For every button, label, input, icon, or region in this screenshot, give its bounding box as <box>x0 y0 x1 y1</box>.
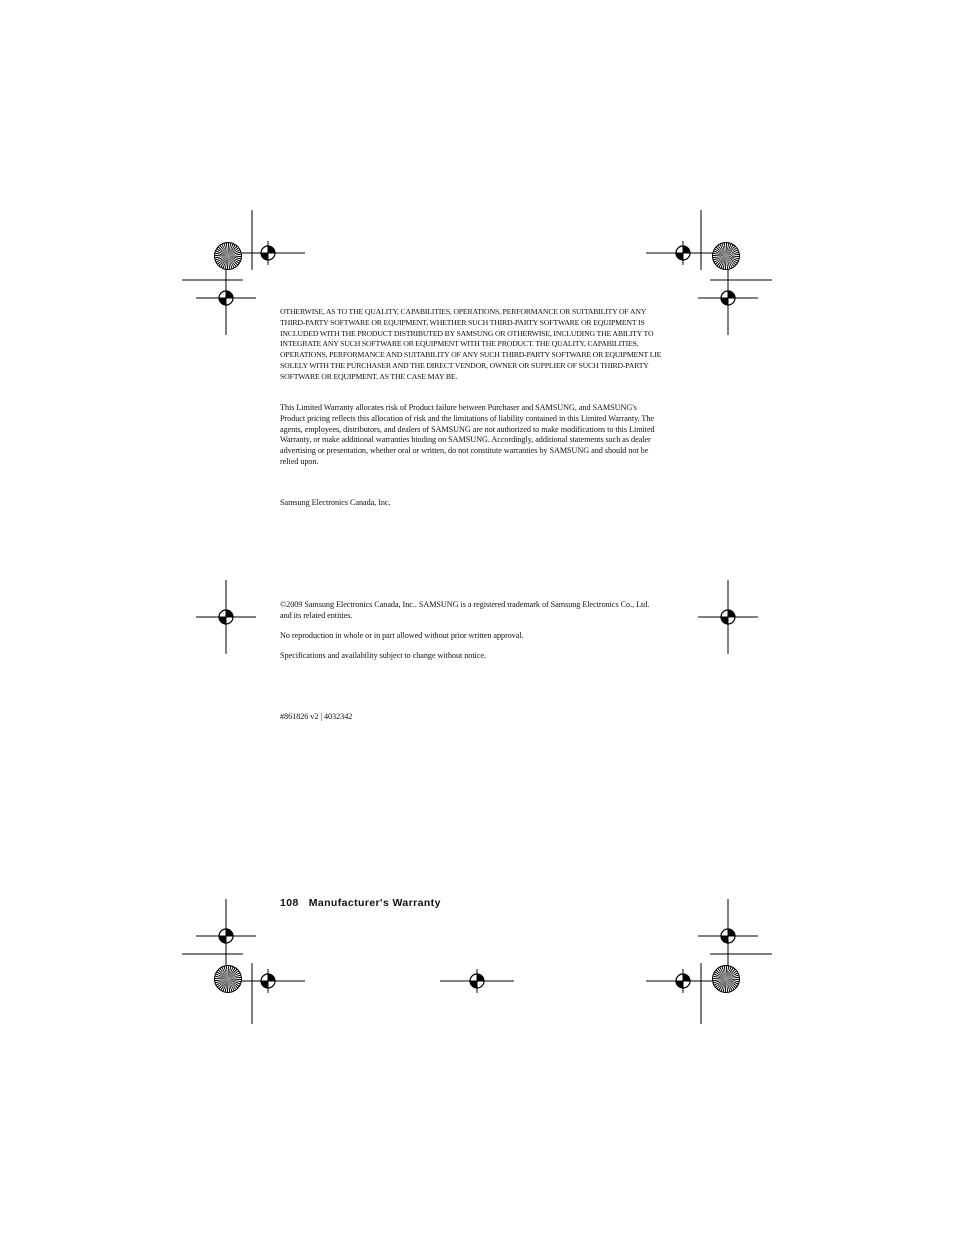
registration-mark <box>646 241 720 265</box>
page-number: 108 <box>280 897 299 909</box>
registration-mark <box>646 969 720 993</box>
registration-mark <box>196 261 256 335</box>
page-footer <box>280 897 441 909</box>
starburst-mark <box>215 966 242 993</box>
registration-mark <box>698 261 758 335</box>
reproduction-notice: No reproduction in whole or in part allowed without prior written approval. <box>280 631 524 640</box>
company-name: Samsung Electronics Canada, Inc. <box>280 498 391 507</box>
risk-allocation-paragraph: This Limited Warranty allocates risk of Product failure between Purchaser and SAMSUNG, and SAMSUNG's Product pricing reflects this allocation of risk and the limitations of liability contained in this Limited Warranty. The agents, employees, distributors, and dealers of SAMSUNG are not authorized to make modifications to this Limited Warranty, or make additional warranties binding on SAMSUNG. Accordingly, additional statements such as dealer advertising or presentation, whether oral or written, do not constitute warranties by SAMSUNG and should not be relied upon. <box>280 403 655 466</box>
starburst-mark <box>713 243 740 270</box>
starburst-mark <box>215 243 242 270</box>
registration-mark <box>196 580 256 654</box>
registration-mark <box>698 580 758 654</box>
registration-mark <box>231 241 305 265</box>
registration-mark <box>440 969 514 993</box>
footer-section-title: Manufacturer's Warranty <box>308 897 441 909</box>
warranty-disclaimer-paragraph: OTHERWISE, AS TO THE QUALITY, CAPABILITIES, OPERATIONS, PERFORMANCE OR SUITABILITY OF ANY THIRD-PARTY SOFTWARE OR EQUIPMENT, WHETHER SUCH THIRD-PARTY SOFTWARE OR EQUIPMENT IS INCLUDED WITH THE PRODUCT DISTRIBUTED BY SAMSUNG OR OTHERWISE, INCLUDING THE ABILITY TO INTEGRATE ANY SUCH SOFTWARE OR EQUIPMENT WITH THE PRODUCT. THE QUALITY, CAPABILITIES, OPERATIONS, PERFORMANCE AND SUITABILITY OF ANY SUCH THIRD-PARTY SOFTWARE OR EQUIPMENT LIE SOLELY WITH THE PURCHASER AND THE DIRECT VENDOR, OWNER OR SUPPLIER OF SUCH THIRD-PARTY SOFTWARE OR EQUIPMENT, AS THE CASE MAY BE. <box>280 307 662 381</box>
registration-mark <box>698 899 758 973</box>
document-number: #861826 v2 | 4032342 <box>280 712 353 721</box>
registration-mark <box>231 969 305 993</box>
starburst-mark <box>713 966 740 993</box>
registration-mark <box>196 899 256 973</box>
copyright-notice: ©2009 Samsung Electronics Canada, Inc.. SAMSUNG is a registered trademark of Samsung Electronics Co., Ltd. and its related entities. <box>280 600 650 620</box>
specifications-notice: Specifications and availability subject to change without notice. <box>280 651 486 660</box>
